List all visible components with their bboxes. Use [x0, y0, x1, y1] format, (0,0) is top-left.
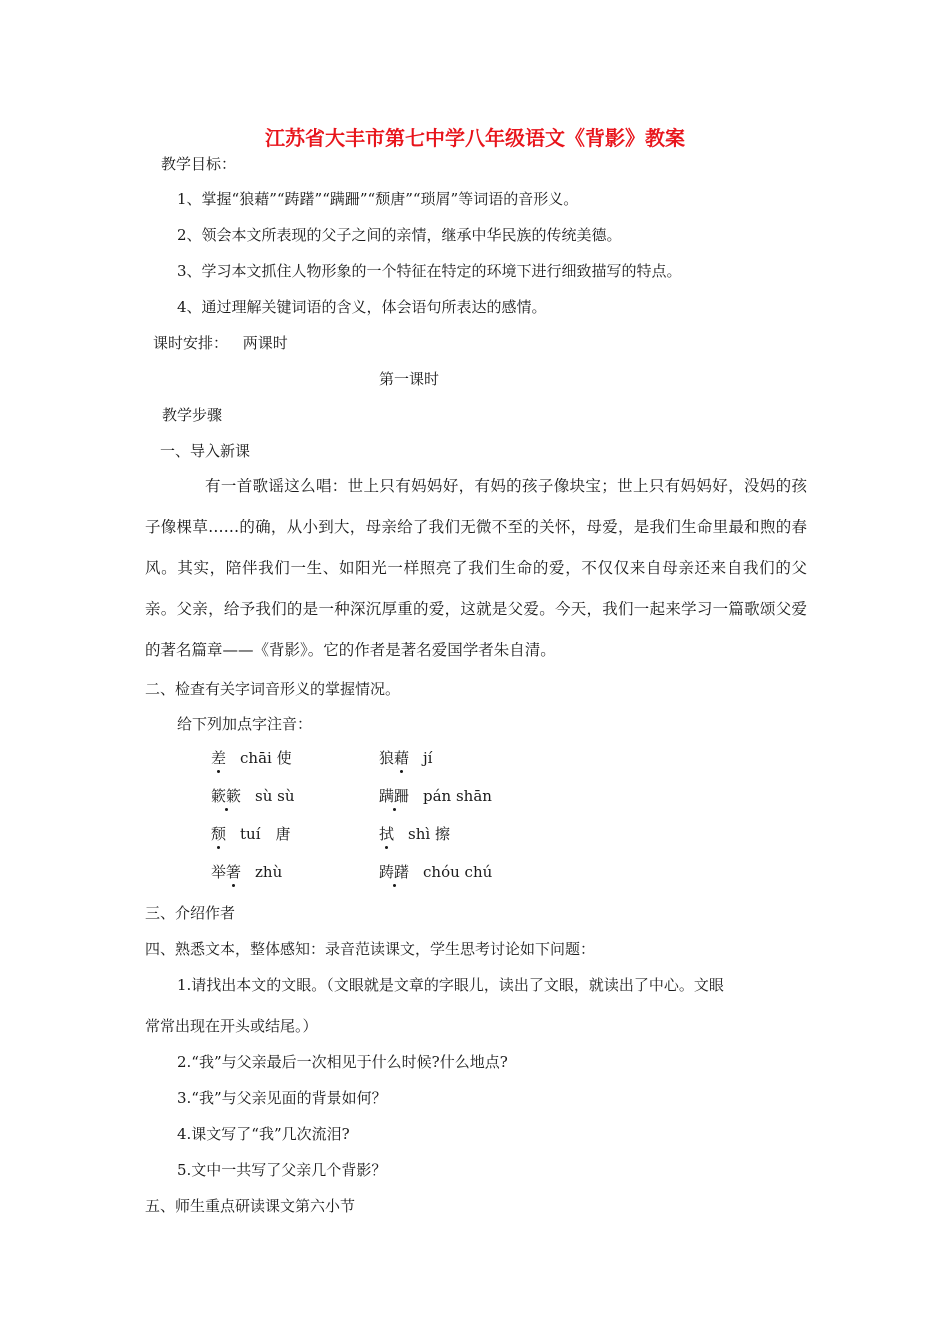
question-item: 3.“我”与父亲见面的背景如何？: [177, 1089, 387, 1107]
objective-item: 3、学习本文抓住人物形象的一个特征在特定的环境下进行细致描写的特点。: [177, 262, 682, 280]
document-title: 江苏省大丰市第七中学八年级语文《背影》教案: [265, 126, 685, 150]
question-item: 4.课文写了“我”几次流泪?: [177, 1125, 350, 1143]
section-heading: 三、介绍作者: [145, 904, 236, 922]
objective-item: 4、通过理解关键词语的含义，体会语句所表达的感情。: [177, 298, 547, 316]
lesson-title: 第一课时: [379, 370, 440, 388]
objective-item: 2、领会本文所表现的父子之间的亲情，继承中华民族的传统美德。: [177, 226, 622, 244]
pinyin-item: 蹒跚 pán shān: [379, 787, 492, 805]
question-item-continued: 常常出现在开头或结尾。）: [145, 1017, 318, 1035]
section-heading: 五、师生重点研读课文第六小节: [145, 1197, 356, 1215]
pinyin-item: 拭 shì 擦: [379, 825, 450, 843]
section-heading: 二、检查有关字词音形义的掌握情况。: [145, 680, 401, 698]
pinyin-item: 颓 tuí 唐: [211, 825, 291, 843]
pinyin-instruction: 给下列加点字注音：: [177, 715, 313, 733]
pinyin-item: 狼藉 jí: [379, 749, 433, 767]
section-heading: 一、导入新课: [160, 442, 251, 460]
question-item: 2.“我”与父亲最后一次相见于什么时候?什么地点?: [177, 1053, 508, 1071]
question-item: 5.文中一共写了父亲几个背影？: [177, 1161, 387, 1179]
intro-paragraph: 有一首歌谣这么唱：世上只有妈妈好，有妈的孩子像块宝；世上只有妈妈好，没妈的孩子像棵草……的确，从小到大，母亲给了我们无微不至的关怀，母爱，是我们生命里最和煦的春风。其实，陪伴我们一生、如阳光一样照亮了我们生命的爱，不仅仅来自母亲还来自我们的父亲。父亲，给予我们的是一种深沉厚重的爱，这就是父爱。今天，我们一起来学习一篇歌颂父爱的著名篇章——《背影》。它的作者是著名爱国学者朱自清。: [145, 477, 807, 659]
pinyin-item: 簌簌 sù sù: [211, 787, 295, 805]
objectives-heading: 教学目标：: [161, 155, 237, 173]
schedule-value: 两课时: [242, 334, 288, 352]
schedule: [153, 333, 288, 353]
schedule-label: 课时安排：: [153, 334, 229, 352]
section-heading: 四、熟悉文本，整体感知：录音范读课文，学生思考讨论如下问题：: [145, 940, 596, 958]
pinyin-item: 差 chāi 使: [211, 749, 292, 767]
pinyin-item: 踌躇 chóu chú: [379, 863, 493, 881]
pinyin-item: 举箸 zhù: [211, 863, 283, 881]
objective-item: 1、掌握“狼藉”“踌躇”“蹒跚”“颓唐”“琐屑”等词语的音形义。: [177, 190, 579, 208]
question-item: 1.请找出本文的文眼。（文眼就是文章的字眼儿，读出了文眼，就读出了中心。文眼: [177, 976, 724, 994]
steps-heading: 教学步骤: [162, 406, 223, 424]
